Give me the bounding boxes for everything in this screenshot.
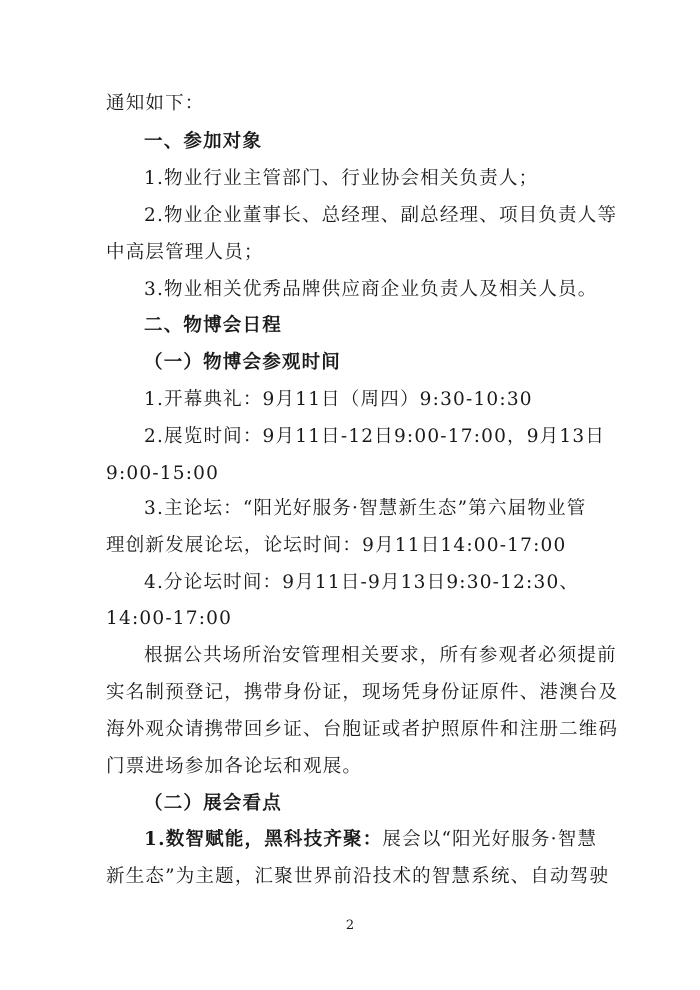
participant-item-1: 1.物业行业主管部门、行业协会相关负责人；: [144, 168, 539, 189]
participant-item-2: 2.物业企业董事长、总经理、副总经理、项目负责人等: [144, 205, 618, 226]
highlight-paragraph-line-2: 新生态”为主题，汇聚世界前沿技术的智慧系统、自动驾驶: [106, 866, 610, 887]
section-heading-schedule: 二、物博会日程: [144, 315, 282, 336]
schedule-item-3-cont: 理创新发展论坛，论坛时间：9月11日14:00-17:00: [106, 535, 567, 556]
schedule-item-3: 3.主论坛：“阳光好服务·智慧新生态”第六届物业管: [144, 498, 587, 519]
schedule-item-1: 1.开幕典礼：9月11日（周四）9:30-10:30: [144, 389, 533, 410]
participant-item-2-cont: 中高层管理人员；: [106, 242, 264, 263]
participant-item-3: 3.物业相关优秀品牌供应商企业负责人及相关人员。: [144, 279, 598, 300]
notice-paragraph-line-4: 门票进场参加各论坛和观展。: [106, 756, 363, 777]
intro-line: 通知如下：: [106, 93, 205, 114]
highlight-rest: 展会以“阳光好服务·智慧: [382, 829, 598, 850]
schedule-item-2-cont: 9:00-15:00: [106, 463, 220, 484]
subsection-heading-visit-time: （一）物博会参观时间: [144, 352, 342, 373]
notice-paragraph-line-1: 根据公共场所治安管理相关要求，所有参观者必须提前: [144, 645, 617, 666]
schedule-item-2: 2.展览时间：9月11日-12日9:00-17:00，9月13日: [144, 426, 606, 447]
subsection-heading-highlights: （二）展会看点: [144, 793, 282, 814]
notice-paragraph-line-3: 海外观众请携带回乡证、台胞证或者护照原件和注册二维码: [106, 719, 619, 740]
section-heading-participants: 一、参加对象: [144, 131, 263, 152]
highlight-paragraph-line-1: [144, 827, 597, 853]
notice-paragraph-line-2: 实名制预登记，携带身份证，现场凭身份证原件、港澳台及: [106, 682, 619, 703]
schedule-item-4: 4.分论坛时间：9月11日-9月13日9:30-12:30、: [144, 572, 580, 593]
schedule-item-4-cont: 14:00-17:00: [106, 608, 233, 629]
page-number: 2: [345, 918, 355, 933]
highlight-lead: 1.数智赋能，黑科技齐聚：: [144, 829, 383, 850]
